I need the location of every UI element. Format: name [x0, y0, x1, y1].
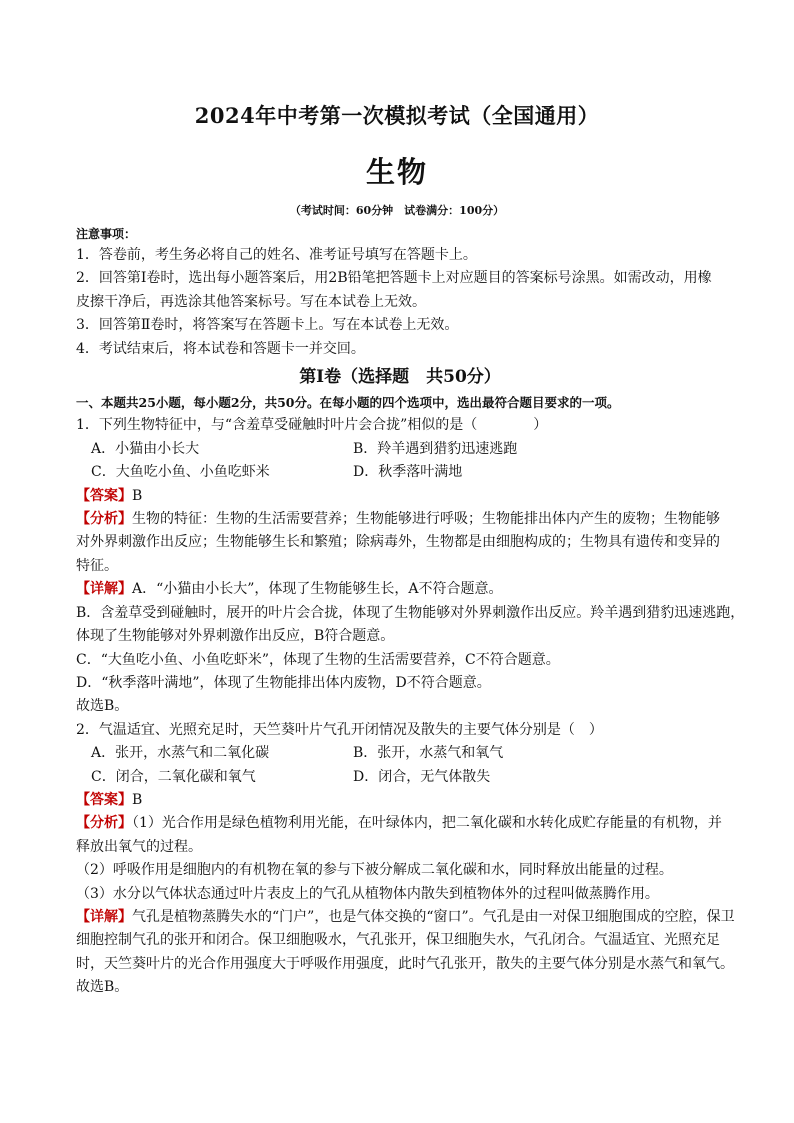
detail-tag: 【详解】: [76, 581, 132, 598]
answer-line: [76, 485, 724, 508]
answer-tag: 【答案】: [76, 791, 132, 808]
analysis-tag: 【分析】: [76, 815, 132, 832]
analysis-text: （3）水分以气体状态通过叶片表皮上的气孔从植物体内散失到植物体外的过程叫做蒸腾作用。: [76, 885, 659, 902]
notice-item: 1．答卷前，考生务必将自己的姓名、准考证号填写在答题卡上。: [76, 247, 477, 263]
detail-line: [76, 578, 724, 601]
option-d: D．秋季落叶满地: [353, 464, 463, 481]
notice-item: 3．回答第Ⅱ卷时，将答案写在答题卡上。写在本试卷上无效。: [76, 317, 459, 334]
analysis-text: 对外界刺激作出反应；生物能够生长和繁殖；除病毒外，生物都是由细胞构成的；生物具有遗传和变异的: [76, 534, 720, 551]
analysis-text: （1）光合作用是绿色植物利用光能，在叶绿体内，把二氧化碳和水转化成贮存能量的有机物，并: [132, 815, 722, 832]
question-stem: 1．下列生物特征中，与“含羞草受碰触时叶片会合拢”相似的是（ ）: [76, 417, 548, 434]
question-stem: 2．气温适宜、光照充足时，天竺葵叶片气孔开闭情况及散失的主要气体分别是（ ）: [76, 721, 603, 738]
notice-item: 皮擦干净后，再选涂其他答案标号。写在本试卷上无效。: [76, 293, 426, 310]
detail-text: 故选B。: [76, 698, 129, 715]
section-title: 第Ⅰ卷（选择题 共50分）: [299, 367, 501, 388]
options-row: [76, 461, 724, 484]
analysis-text: 生物的特征：生物的生活需要营养；生物能够进行呼吸；生物能排出体内产生的废物；生物能够: [132, 511, 720, 528]
option-b: B．张开，水蒸气和氧气: [353, 745, 504, 762]
analysis-text: （2）呼吸作用是细胞内的有机物在氧的参与下被分解成二氧化碳和水，同时释放出能量的过程。: [76, 862, 673, 879]
detail-tag: 【详解】: [76, 908, 132, 925]
detail-text: 体现了生物能够对外界刺激作出反应，B符合题意。: [76, 628, 395, 645]
option-a: A．小猫由小长大: [91, 440, 200, 457]
subject-title: 生物: [365, 155, 428, 189]
option-c: C．大鱼吃小鱼、小鱼吃虾米: [91, 464, 270, 481]
option-a: A．张开，水蒸气和二氧化碳: [91, 745, 270, 762]
section-intro: 一、本题共25小题，每小题2分，共50分。在每小题的四个选项中，选出最符合题目要求的一项。: [76, 395, 620, 411]
option-b: B．羚羊遇到猎豹迅速逃跑: [353, 440, 518, 457]
options-row: [76, 766, 724, 789]
detail-text: 气孔是植物蒸腾失水的“门户”，也是气体交换的“窗口”。气孔是由一对保卫细胞围成的空腔，保卫: [132, 908, 735, 925]
analysis-tag: 【分析】: [76, 511, 132, 528]
detail-text: D．“秋季落叶满地”，体现了生物能排出体内废物，D不符合题意。: [76, 674, 491, 691]
answer-value: B: [132, 791, 143, 808]
exam-title: 2024年中考第一次模拟考试（全国通用）: [194, 103, 600, 128]
detail-text: A．“小猫由小长大”，体现了生物能够生长，A不符合题意。: [132, 581, 503, 598]
analysis-text: 特征。: [76, 557, 118, 574]
options-row: [76, 742, 724, 765]
options-row: [76, 438, 724, 461]
answer-value: B: [132, 487, 143, 504]
detail-text: 故选B。: [76, 979, 129, 996]
analysis-line: [76, 812, 724, 835]
analysis-line: [76, 508, 724, 531]
detail-text: B．含羞草受到碰触时，展开的叶片会合拢，体现了生物能够对外界刺激作出反应。羚羊遇到猎豹迅速逃跑，: [76, 604, 745, 621]
exam-content: [76, 224, 745, 1000]
answer-tag: 【答案】: [76, 487, 132, 504]
analysis-text: 释放出氧气的过程。: [76, 838, 202, 855]
detail-text: 细胞控制气孔的张开和闭合。保卫细胞吸水，气孔张开，保卫细胞失水，气孔闭合。气温适宜、光照充足: [76, 932, 720, 949]
detail-line: [76, 906, 735, 929]
detail-text: 时，天竺葵叶片的光合作用强度大于呼吸作用强度，此时气孔张开，散失的主要气体分别是水蒸气和氧气。: [76, 955, 734, 972]
answer-line: [76, 789, 724, 812]
notice-item: 4．考试结束后，将本试卷和答题卡一并交回。: [76, 340, 365, 357]
notice-heading: 注意事项：: [76, 227, 137, 241]
notice-item: 2．回答第Ⅰ卷时，选出每小题答案后，用2B铅笔把答题卡上对应题目的答案标号涂黑。如需改动，用橡: [76, 270, 712, 287]
option-d: D．闭合，无气体散失: [353, 768, 491, 785]
exam-info: （考试时间：60分钟 试卷满分：100分）: [289, 204, 505, 217]
detail-text: C．“大鱼吃小鱼、小鱼吃虾米”，体现了生物的生活需要营养，C不符合题意。: [76, 651, 560, 668]
option-c: C．闭合，二氧化碳和氧气: [91, 768, 256, 785]
